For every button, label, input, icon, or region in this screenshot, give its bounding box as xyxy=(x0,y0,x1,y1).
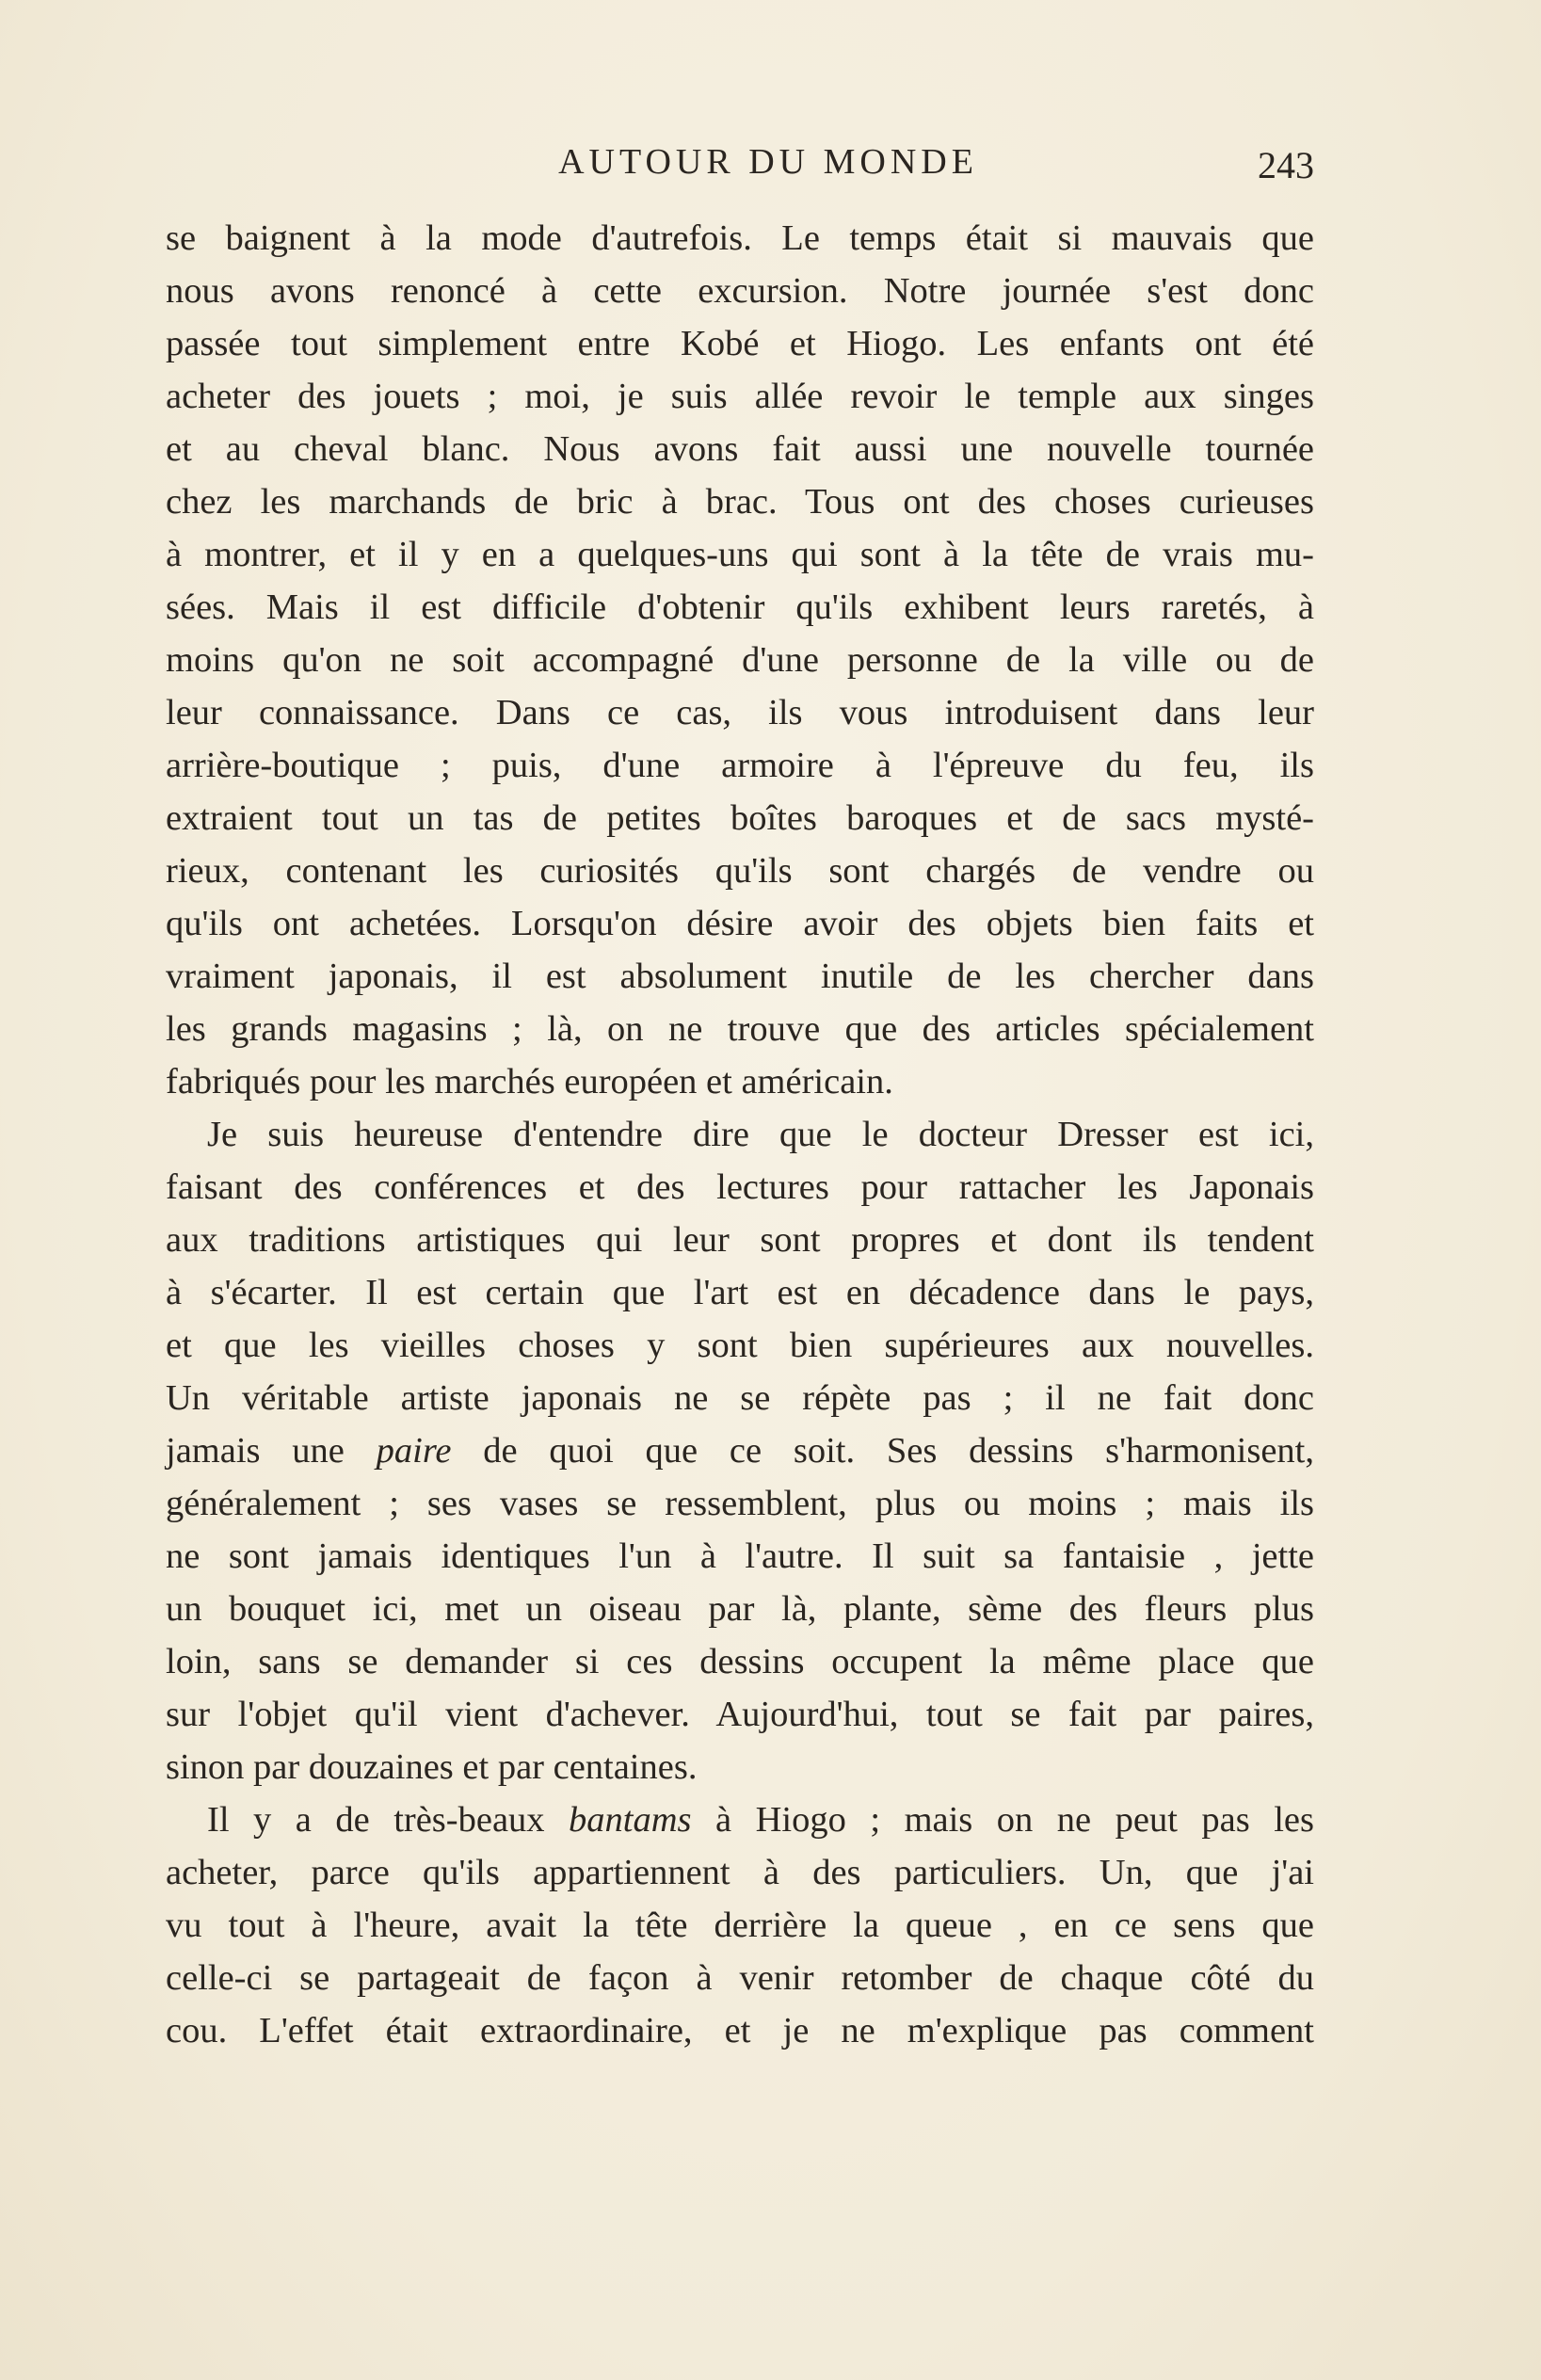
italic-word: bantams xyxy=(569,1800,692,1840)
text-line: vraiment japonais, il est absolument inutile de les chercher dans xyxy=(166,957,1314,996)
text-line: arrière-boutique ; puis, d'une armoire à l'épreuve du feu, ils xyxy=(166,746,1314,785)
text-line xyxy=(166,1424,1314,1477)
text-line: acheter, parce qu'ils appartiennent à des particuliers. Un, que j'ai xyxy=(166,1853,1314,1892)
text-line: généralement ; ses vases se ressemblent, plus ou moins ; mais ils xyxy=(166,1484,1314,1523)
italic-word: paire xyxy=(376,1431,452,1471)
text-line: extraient tout un tas de petites boîtes baroques et de sacs mysté- xyxy=(166,798,1314,838)
text-line: ne sont jamais identiques l'un à l'autre. Il suit sa fantaisie , jette xyxy=(166,1536,1314,1576)
text-line: chez les marchands de bric à brac. Tous ont des choses curieuses xyxy=(166,482,1314,522)
text-line: sées. Mais il est difficile d'obtenir qu'ils exhibent leurs raretés, à xyxy=(166,587,1314,627)
body-text xyxy=(166,212,1314,2057)
text-line: acheter des jouets ; moi, je suis allée revoir le temple aux singes xyxy=(166,377,1314,416)
running-head xyxy=(166,141,1314,198)
text-line: à montrer, et il y en a quelques-uns qui sont à la tête de vrais mu- xyxy=(166,535,1314,574)
text-line: sur l'objet qu'il vient d'achever. Aujourd'hui, tout se fait par paires, xyxy=(166,1695,1314,1734)
text-line: à s'écarter. Il est certain que l'art est en décadence dans le pays, xyxy=(166,1273,1314,1312)
text-line: qu'ils ont achetées. Lorsqu'on désire avoir des objets bien faits et xyxy=(166,904,1314,943)
text-line: aux traditions artistiques qui leur sont propres et dont ils tendent xyxy=(166,1220,1314,1260)
text-line: loin, sans se demander si ces dessins occupent la même place que xyxy=(166,1642,1314,1681)
page-number: 243 xyxy=(1258,144,1314,186)
text-segment: à Hiogo ; mais on ne peut pas les xyxy=(691,1800,1315,1840)
text-segment: jamais une xyxy=(166,1431,377,1471)
text-line xyxy=(166,1793,1314,1846)
text-line: se baignent à la mode d'autrefois. Le temps était si mauvais que xyxy=(166,218,1314,258)
text-line: rieux, contenant les curiosités qu'ils sont chargés de vendre ou xyxy=(166,851,1314,891)
text-line: et au cheval blanc. Nous avons fait aussi une nouvelle tournée xyxy=(166,429,1314,469)
text-segment: Il y a de très-beaux xyxy=(207,1800,570,1840)
text-line: nous avons renoncé à cette excursion. Notre journée s'est donc xyxy=(166,271,1314,311)
text-segment: de quoi que ce soit. Ses dessins s'harmonisent, xyxy=(451,1431,1314,1471)
text-line: passée tout simplement entre Kobé et Hiogo. Les enfants ont été xyxy=(166,324,1314,363)
text-line: sinon par douzaines et par centaines. xyxy=(166,1747,698,1787)
text-line: et que les vieilles choses y sont bien supérieures aux nouvelles. xyxy=(166,1326,1314,1365)
text-line: cou. L'effet était extraordinaire, et je ne m'explique pas comment xyxy=(166,2011,1314,2050)
text-line: un bouquet ici, met un oiseau par là, plante, sème des fleurs plus xyxy=(166,1589,1314,1629)
text-line: Je suis heureuse d'entendre dire que le docteur Dresser est ici, xyxy=(207,1115,1314,1154)
text-line: moins qu'on ne soit accompagné d'une personne de la ville ou de xyxy=(166,640,1314,680)
text-line: Un véritable artiste japonais ne se répète pas ; il ne fait donc xyxy=(166,1378,1314,1418)
text-line: fabriqués pour les marchés européen et américain. xyxy=(166,1062,893,1102)
text-line: leur connaissance. Dans ce cas, ils vous introduisent dans leur xyxy=(166,693,1314,732)
text-line: celle-ci se partageait de façon à venir retomber de chaque côté du xyxy=(166,1958,1314,1998)
text-line: vu tout à l'heure, avait la tête derrière la queue , en ce sens que xyxy=(166,1906,1314,1945)
running-title: AUTOUR DU MONDE xyxy=(558,142,978,182)
text-line: les grands magasins ; là, on ne trouve que des articles spécialement xyxy=(166,1009,1314,1049)
text-line: faisant des conférences et des lectures pour rattacher les Japonais xyxy=(166,1167,1314,1207)
